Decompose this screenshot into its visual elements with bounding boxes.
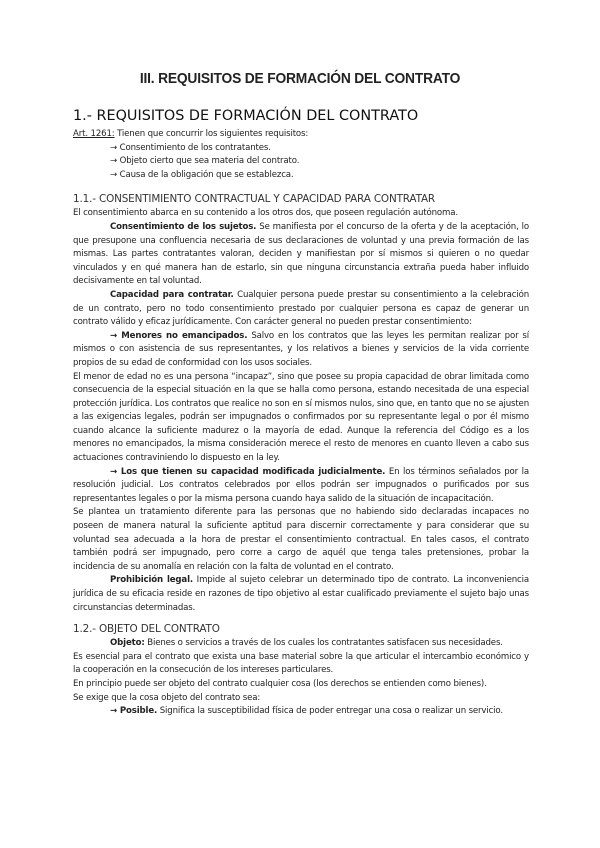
minors-paragraph	[73, 330, 529, 371]
possible-label: → Posible.	[110, 706, 158, 717]
document-body	[73, 128, 529, 719]
capacity-label: Capacidad para contratar.	[110, 289, 234, 300]
capacity-text: Cualquier persona puede prestar su consentimiento a la celebración de un contrato, pero no todo consentimiento prestado por cualquier persona es capaz de generar un contrato válido y eficaz jurídicamente. Con carácter general no pueden prestar consentimiento:	[73, 289, 529, 328]
section-1-1-heading: 1.1.- CONSENTIMIENTO CONTRACTUAL Y CAPACIDAD PARA CONTRATAR	[73, 193, 435, 206]
legal-prohibition-paragraph	[73, 574, 529, 615]
requirement-item: → Consentimiento de los contratantes.	[110, 142, 271, 153]
consent-intro: El consentimiento abarca en su contenido a los otros dos, que poseen regulación autónoma.	[73, 208, 458, 219]
modified-capacity-label: → Los que tienen su capacidad modificada judicialmente.	[110, 466, 386, 477]
possible-text: Significa la susceptibilidad física de poder entregar una cosa o realizar un servicio.	[157, 706, 503, 717]
page-title: III. REQUISITOS DE FORMACIÓN DEL CONTRATO	[139, 70, 461, 87]
object-paragraph-2: Es esencial para el contrato que exista una base material sobre la que articular el intercambio económico y la cooperación en la consecución de los intereses particulares.	[73, 651, 529, 676]
section-1-heading: 1.- REQUISITOS DE FORMACIÓN DEL CONTRATO	[73, 108, 419, 124]
consent-subjects-text: Se manifiesta por el concurso de la oferta y de la aceptación, lo que presupone una confluencia necesaria de sus declaraciones de voluntad y una previa formación de las mismas. Las partes contratantes valoran, deciden y manifiestan por sí mismos si quieren o no quedar vinculados y en qué manera han de estarlo, sin que ninguna circunstancia extraña pueda haber influido decisivamente en tal voluntad.	[73, 221, 529, 287]
article-reference: Art. 1261:	[73, 129, 115, 139]
modified-capacity-paragraph	[73, 466, 529, 507]
modified-capacity-text: En los términos señalados por la resolución judicial. Los contratos celebrados por ellos podrán ser impugnados o purificados por sus representantes legales o por la misma persona cuando haya salido de la situación de incapacitación.	[73, 466, 530, 504]
requirement-item: → Objeto cierto que sea materia del contrato.	[110, 156, 300, 167]
article-reference-line	[73, 128, 529, 142]
legal-prohibition-label: Prohibición legal.	[110, 575, 193, 586]
capacity-paragraph	[73, 289, 529, 330]
consent-subjects-paragraph	[73, 221, 529, 289]
object-paragraph-4: Se exige que la cosa objeto del contrato sea:	[73, 692, 261, 703]
possible-paragraph	[73, 705, 529, 719]
object-paragraph-3: En principio puede ser objeto del contrato cualquier cosa (los derechos se entienden como bienes).	[73, 678, 487, 689]
legal-prohibition-text: Impide al sujeto celebrar un determinado tipo de contrato. La inconveniencia jurídica de su eficacia reside en razones de tipo objetivo al estar cualificado previamente el sujeto bajo unas circunstancias determinadas.	[73, 575, 529, 613]
article-text: Tienen que concurrir los siguientes requisitos:	[114, 129, 309, 139]
object-paragraph	[73, 637, 529, 651]
object-text: Bienes o servicios a través de los cuales los contratantes satisfacen sus necesidades.	[144, 638, 503, 649]
minors-paragraph-2: El menor de edad no es una persona “incapaz”, sino que posee su propia capacidad de obrar limitada como consecuencia de la especial situación en la que se halla como persona, estando necesitada de una especial protección jurídica. Los contratos que realice no son en sí mismos nulos, sino que, en tanto que no se ajusten a las exigencias legales, podrán ser impugnados o confirmados por su representante legal o por él mismo cuando alcance la suficiente madurez o la mayoría de edad. Aunque la referencia del Código es a los menores no emancipados, la misma consideración merece el resto de menores en cuanto lleven a cabo sus actuaciones contraviniendo lo dispuesto en la ley.	[73, 371, 529, 464]
section-1-2-heading: 1.2.- OBJETO DEL CONTRATO	[73, 623, 220, 636]
object-label: Objeto:	[110, 638, 145, 649]
minors-label: → Menores no emancipados.	[110, 330, 248, 341]
minors-text: Salvo en los contratos que las leyes les permitan realizar por sí mismos o con asistencia de sus representantes, y los relativos a bienes y servicios de la vida corriente propios de su edad de conformidad con los usos sociales.	[73, 330, 529, 368]
requirement-item: → Causa de la obligación que se establezca.	[110, 169, 294, 180]
modified-capacity-paragraph-2: Se plantea un tratamiento diferente para las personas que no habiendo sido declaradas incapaces no poseen de manera natural la suficiente aptitud para discernir correctamente y para considerar que su voluntad sea adecuada a la hora de prestar el consentimiento contractual. En tales casos, el contrato también podrá ser impugnado, pero corre a cargo de aquél que tenga tales pretensiones, probar la incidencia de su anomalía en relación con la falta de voluntad en el contrato.	[73, 507, 529, 572]
consent-subjects-label: Consentimiento de los sujetos.	[110, 221, 257, 232]
